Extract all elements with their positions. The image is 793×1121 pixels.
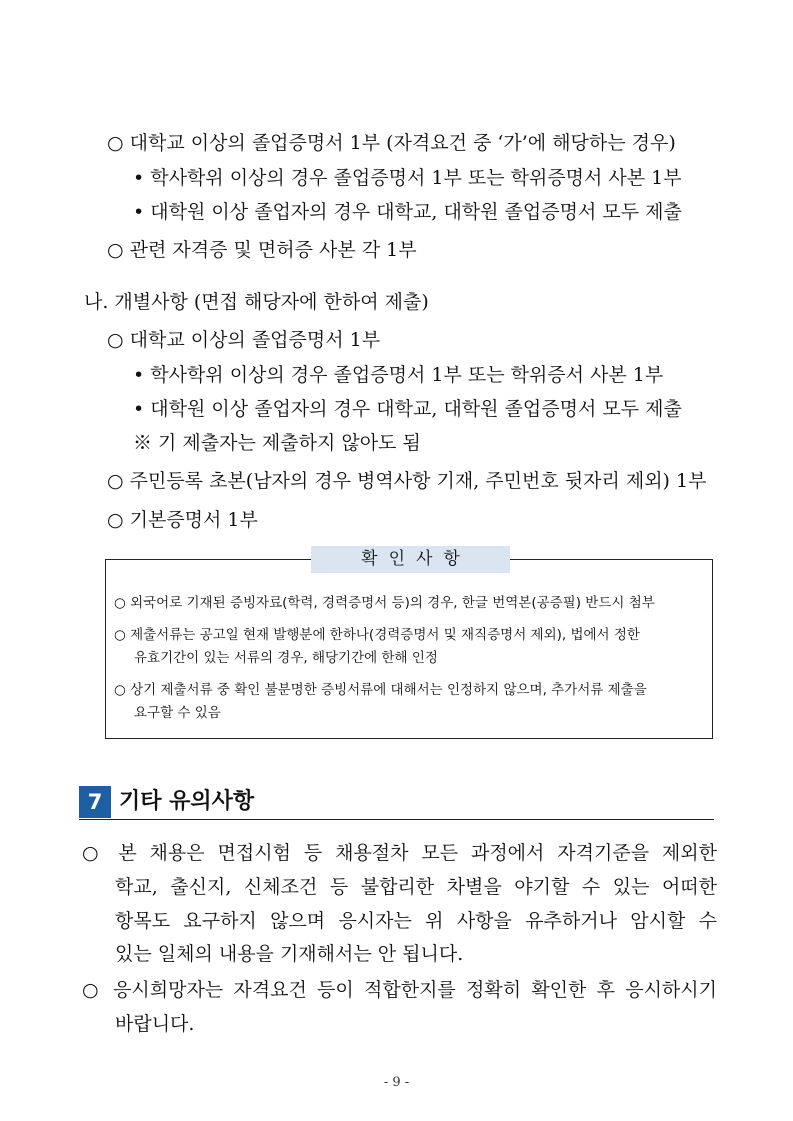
paragraph-line: 항목도 요구하지 않으며 응시자는 위 사항을 유추하거나 암시할 수 <box>115 910 717 932</box>
paragraph-line: ○ 응시희망자는 자격요건 등이 적합한지를 정확히 확인한 후 응시하시기 <box>82 979 717 1001</box>
paragraph-line: 바랍니다. <box>115 1013 195 1035</box>
list-item: ※ 기 제출자는 제출하지 않아도 됨 <box>133 432 421 454</box>
notice-line: 유효기간이 있는 서류의 경우, 해당기간에 한해 인정 <box>134 650 438 666</box>
list-item: • 대학원 이상 졸업자의 경우 대학교, 대학원 졸업증명서 모두 제출 <box>133 201 682 223</box>
notice-line: ○ 제출서류는 공고일 현재 발행분에 한하나(경력증명서 및 재직증명서 제외), 법에서 정한 <box>114 627 640 643</box>
section-title: 기타 유의사항 <box>119 789 255 814</box>
notice-line: 요구할 수 있음 <box>134 705 221 721</box>
section-divider <box>79 819 714 820</box>
section-heading: 나. 개별사항 (면접 해당자에 한하여 제출) <box>84 291 429 313</box>
section-number: 7 <box>79 786 111 818</box>
list-item: • 학사학위 이상의 경우 졸업증명서 1부 또는 학위증서 사본 1부 <box>133 364 664 386</box>
notice-line: ○ 외국어로 기재된 증빙자료(학력, 경력증명서 등)의 경우, 한글 번역본(공증필) 반드시 첨부 <box>114 595 655 611</box>
list-item: ○ 대학교 이상의 졸업증명서 1부 <box>107 329 381 351</box>
notice-box-title: 확인사항 <box>311 546 510 573</box>
paragraph-line: 학교, 출신지, 신체조건 등 불합리한 차별을 야기할 수 있는 어떠한 <box>115 876 717 898</box>
list-item: ○ 주민등록 초본(남자의 경우 병역사항 기재, 주민번호 뒷자리 제외) 1부 <box>107 470 707 492</box>
paragraph-line: ○ 본 채용은 면접시험 등 채용절차 모든 과정에서 자격기준을 제외한 <box>82 842 717 864</box>
notice-line: ○ 상기 제출서류 중 확인 불분명한 증빙서류에 대해서는 인정하지 않으며, 추가서류 제출을 <box>114 682 647 698</box>
paragraph-line: 있는 일체의 내용을 기재해서는 안 됩니다. <box>115 943 464 965</box>
list-item: • 대학원 이상 졸업자의 경우 대학교, 대학원 졸업증명서 모두 제출 <box>133 398 682 420</box>
list-item: • 학사학위 이상의 경우 졸업증명서 1부 또는 학위증명서 사본 1부 <box>133 167 682 189</box>
list-item: ○ 대학교 이상의 졸업증명서 1부 (자격요건 중 ‘가’에 해당하는 경우) <box>107 132 676 154</box>
list-item: ○ 관련 자격증 및 면허증 사본 각 1부 <box>107 239 417 261</box>
list-item: ○ 기본증명서 1부 <box>107 509 258 531</box>
page-number: - 9 - <box>383 1075 410 1090</box>
